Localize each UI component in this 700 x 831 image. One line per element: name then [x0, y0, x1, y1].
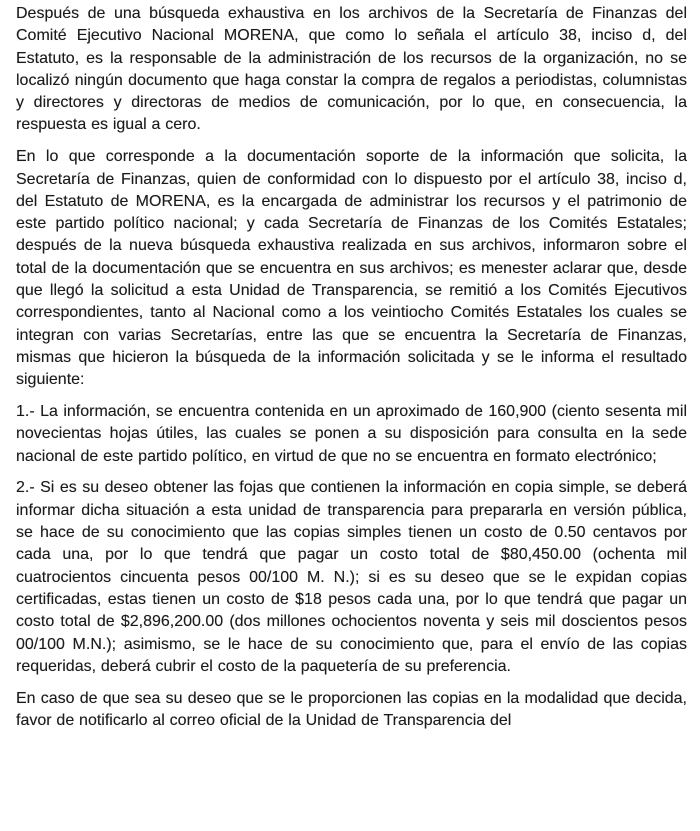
paragraph-notification-instructions: En caso de que sea su deseo que se le proporcionen las copias en la modalidad que decida, favor de notificarlo al correo oficial de la Unidad de Transparencia del	[16, 689, 687, 729]
paragraph-documentation-support: En lo que corresponde a la documentación soporte de la información que solicita, la Secretaría de Finanzas, quien de conformidad con lo dispuesto por el artículo 38, inciso d, del Estatuto de MORENA, es la encargada de administrar los recursos y el patrimonio de este partido político nacional; y cada Secretaría de Finanzas de los Comités Estatales; después de la nueva búsqueda exhaustiva realizada en sus archivos, informaron sobre el total de la documentación que se encuentra en sus archivos; es menester aclarar que, desde que llegó la solicitud a esta Unidad de Transparencia, se remitió a los Comités Ejecutivos correspondientes, tanto al Nacional como a los veintiocho Comités Estatales los cuales se integran con varias Secretarías, entre las que se encuentra la Secretaría de Finanzas, mismas que hicieron la búsqueda de la información solicitada y se le informa el resultado siguiente:	[16, 148, 687, 389]
paragraph-item-1-information-volume: 1.- La información, se encuentra contenida en un aproximado de 160,900 (ciento sesenta mil novecientas hojas útiles, las cuales se ponen a su disposición para consulta en la sede nacional de este partido político, en virtud de que no se encuentra en formato electrónico;	[16, 403, 687, 465]
paragraph-search-result: Después de una búsqueda exhaustiva en los archivos de la Secretaría de Finanzas del Comité Ejecutivo Nacional MORENA, que como lo señala el artículo 38, inciso d, del Estatuto, es la responsable de la administración de los recursos de la organización, no se localizó ningún documento que haga constar la compra de regalos a periodistas, columnistas y directores y directoras de medios de comunicación, por lo que, en consecuencia, la respuesta es igual a cero.	[16, 5, 687, 134]
paragraph-item-2-copy-costs: 2.- Si es su deseo obtener las fojas que contienen la información en copia simple, se deberá informar dicha situación a esta unidad de transparencia para prepararla en versión pública, se hace de su conocimiento que las copias simples tienen un costo de 0.50 centavos por cada una, por lo que tendrá que pagar un costo total de $80,450.00 (ochenta mil cuatrocientos cincuenta pesos 00/100 M. N.); si es su deseo que se le expidan copias certificadas, estas tienen un costo de $18 pesos cada una, por lo que tendrá que pagar un costo total de $2,896,200.00 (dos millones ochocientos noventa y seis mil doscientos pesos 00/100 M.N.); asimismo, se le hace de su conocimiento que, para el envío de las copias requeridas, deberá cubrir el costo de la paquetería de su preferencia.	[16, 479, 687, 675]
